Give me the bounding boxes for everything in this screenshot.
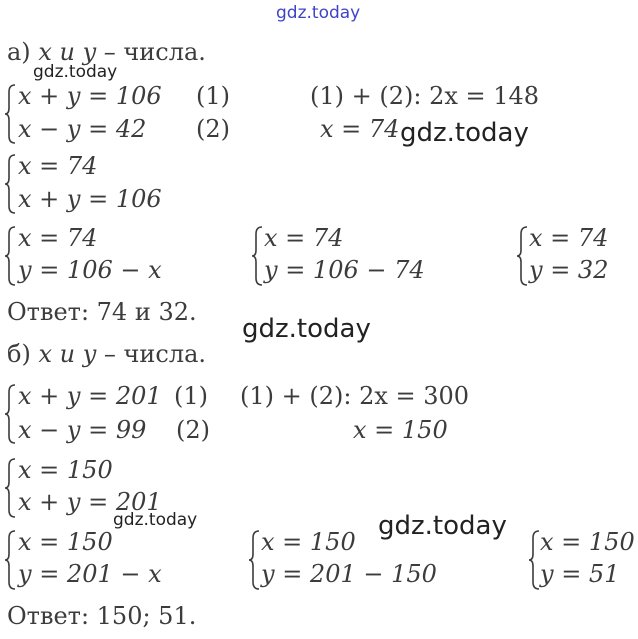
equation: x = 150 (540, 528, 635, 556)
watermark-top: gdz.today (276, 3, 361, 23)
watermark: gdz.today (378, 511, 507, 541)
equation: x = 150 (18, 528, 113, 556)
part-a-header: а) x и y – числа. (7, 38, 206, 66)
answer: Ответ: 150; 51. (7, 602, 197, 630)
system-brace (4, 154, 18, 214)
equation: x = 74 (264, 224, 344, 252)
system-brace (251, 226, 265, 286)
watermark: gdz.today (113, 510, 198, 530)
equation: x = 150 (261, 528, 356, 556)
equation: x − y = 99 (18, 416, 147, 444)
equation: y = 106 − 74 (264, 256, 425, 284)
system-brace (4, 384, 18, 444)
equation: x + y = 106 (18, 82, 162, 110)
sum-result: x = 150 (353, 416, 448, 444)
equation: x = 74 (529, 224, 609, 252)
sum-step: (1) + (2): 2x = 148 (310, 82, 540, 110)
equation-tag: (1) (196, 82, 230, 110)
equation-tag: (2) (196, 115, 230, 143)
equation: x = 74 (18, 152, 98, 180)
equation-tag: (2) (176, 416, 210, 444)
watermark: gdz.today (33, 62, 118, 82)
equation: x − y = 42 (18, 115, 147, 143)
equation: x = 74 (18, 224, 98, 252)
equation: y = 201 − 150 (261, 560, 437, 588)
equation: y = 201 − x (18, 560, 162, 588)
watermark: gdz.today (242, 314, 371, 344)
part-b-header: б) x и y – числа. (7, 340, 207, 368)
system-brace (4, 458, 18, 518)
equation: y = 32 (529, 256, 609, 284)
sum-step: (1) + (2): 2x = 300 (240, 382, 470, 410)
equation: x = 150 (18, 456, 113, 484)
system-brace (4, 84, 18, 144)
sum-result: x = 74 (320, 115, 400, 143)
equation: y = 51 (540, 560, 620, 588)
system-brace (4, 226, 18, 286)
system-brace (248, 530, 262, 590)
system-brace (4, 530, 18, 590)
answer: Ответ: 74 и 32. (7, 298, 197, 326)
equation: x + y = 201 (18, 382, 162, 410)
equation: y = 106 − x (18, 256, 162, 284)
equation: x + y = 106 (18, 185, 162, 213)
equation-tag: (1) (174, 382, 208, 410)
watermark: gdz.today (400, 118, 529, 148)
equation: x + y = 201 (18, 488, 162, 516)
system-brace (516, 226, 530, 286)
